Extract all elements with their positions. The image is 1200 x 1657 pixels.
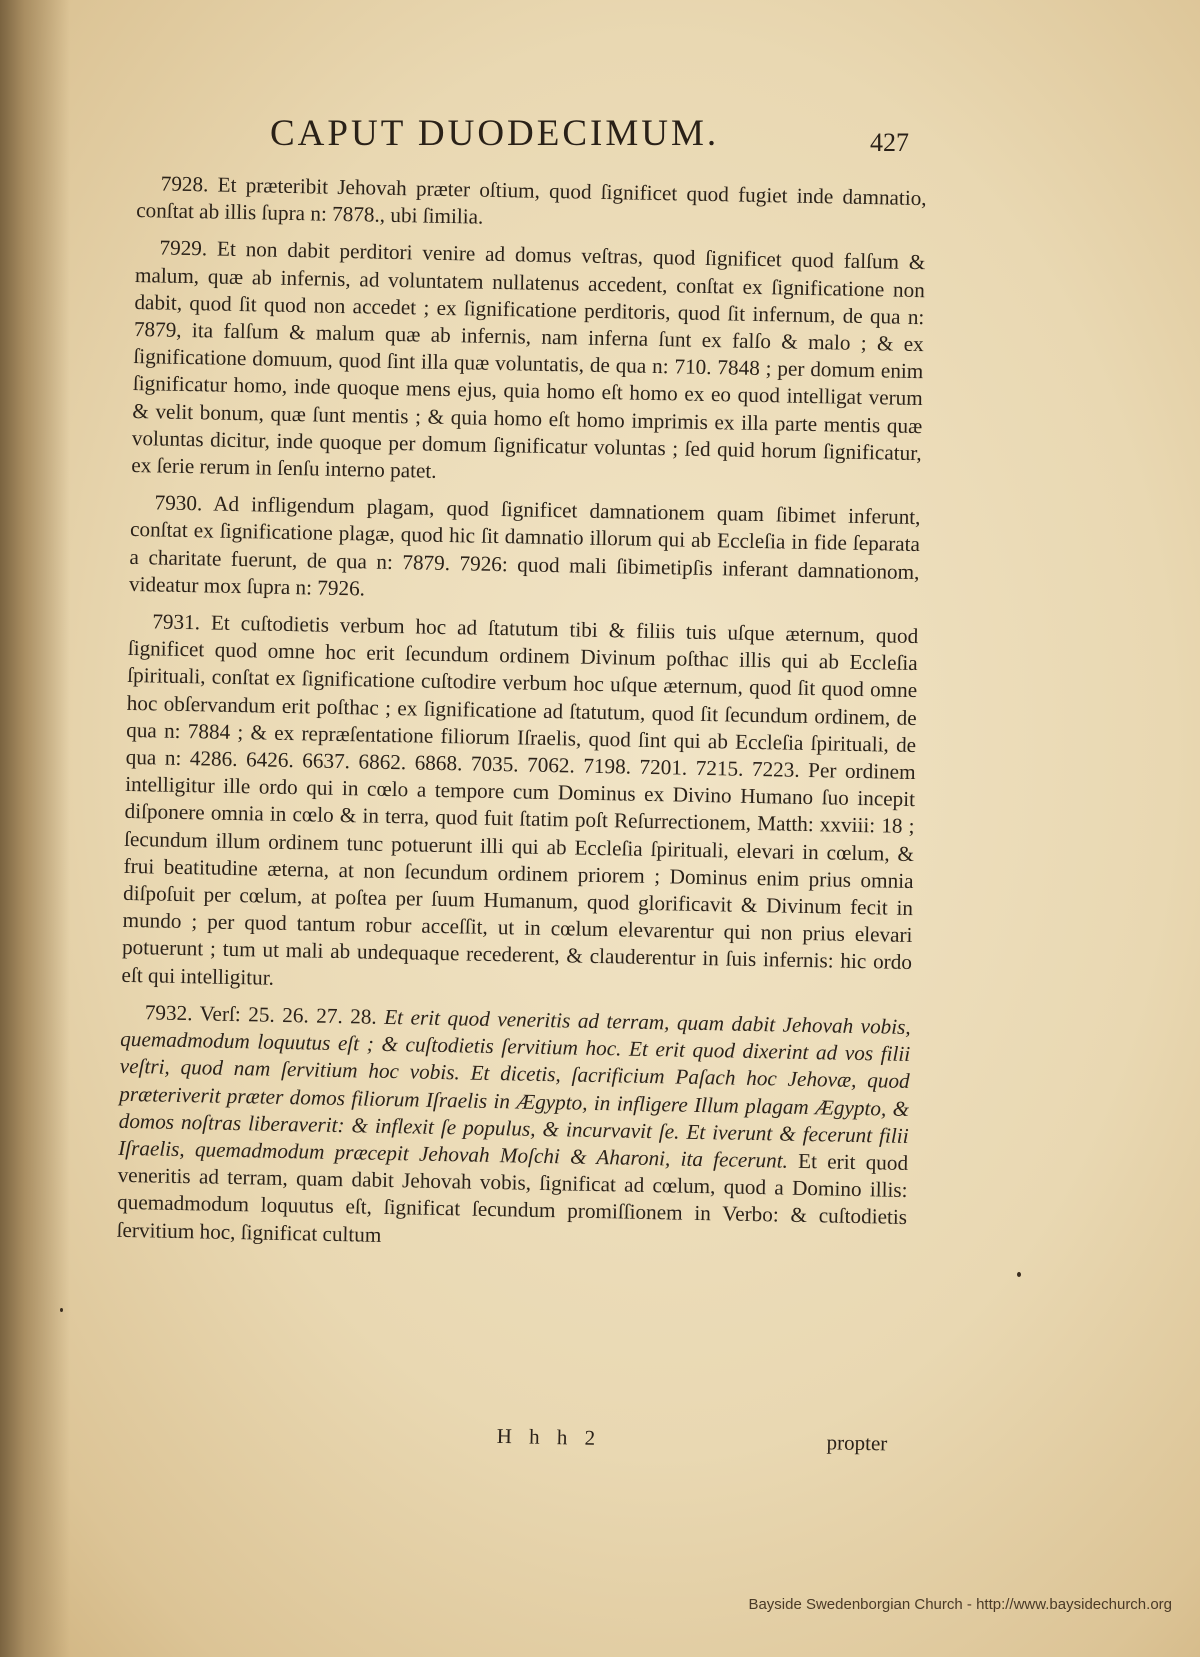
scripture-quote: Et erit quod veneritis ad terram, quam dabit Jehovah vobis, quemadmodum loquutus eſt ; & cuſtodietis ſervitium hoc. Et erit quod dixerint ad vos filii veſtri, quod nam ſervitium hoc vobis. Et dicetis, ſacrificium Paſach hoc Jehovæ, quod prӕteriverit præter domos filiorum Iſraelis in Ægypto, in infligere Illum plagam Ægypto, & domos noſtras liberaverit: & inflexit ſe populus, & incurvavit ſe. Et iverunt & fecerunt filii Iſraelis, quemadmodum præcepit Jehovah Moſchi & Aharoni, ita fecerunt.: [117, 1004, 911, 1173]
page-header: [270, 112, 990, 162]
catchword: propter: [826, 1430, 888, 1456]
paragraph-7931: [121, 608, 918, 1004]
paragraph-text: Et non dabit perditori venire ad domus veſtras, quod ſignificet quod falſum & malum, quæ ab infernis, ad voluntatem nullatenus accedent, conſtat ex ſignificatione non dabit, quod ſit quod non accedet ; ex ſignificatione perditoris, quod ſit infernum, de qua n: 7879, ita falſum & malum quæ ab infernis, nam inferna ſunt ex falſo & malo ; & ex ſignificatione domuum, quod ſint illa quæ voluntatis, de qua n: 710. 7848 ; per domum enim ſignificatur homo, inde quoque mens ejus, quia homo eſt homo ex eo quod intelligat verum & velit bonum, quæ ſunt mentis ; & quia homo eſt homo imprimis ex illa parte mentis quæ voluntas dicitur, inde quoque per domum ſignificatur voluntas ; ſed quid horum ſignificatur, ex ſerie rerum in ſenſu interno patet.: [131, 236, 926, 483]
paragraph-7930: [129, 489, 921, 613]
running-title: CAPUT DUODECIMUM.: [270, 113, 720, 154]
paragraph-number: 7931.: [152, 609, 201, 635]
paragraph-7929: [131, 234, 926, 494]
paragraph-number: 7929.: [159, 235, 208, 261]
page-footer: [136, 1417, 927, 1466]
paragraph-7932: [116, 999, 911, 1259]
ink-speck: [1017, 1272, 1021, 1277]
signature-mark: H h h 2: [496, 1423, 602, 1450]
binding-shadow: [0, 0, 70, 1657]
watermark-credit: Bayside Swedenborgian Church - http://www.baysidechurch.org: [748, 1596, 1172, 1613]
paragraph-number: 7928.: [160, 171, 209, 197]
paragraph-7928: [136, 170, 927, 240]
paragraph-text: Et cuſtodietis verbum hoc ad ſtatutum tibi & filiis tuis uſque æternum, quod ſignificet quod omne hoc erit ſecundum ordinem Divinum poſthac illis qui ab Eccleſia ſpirituali, conſtat ex ſignificatione cuſtodire verbum hoc uſque æternum, quod ſit quod omne hoc obſervandum erit poſthac ; ex ſignificatione ad ſtatutum, quod ſit ſecundum ordinem, de qua n: 7884 ; & ex repræſentatione filiorum Iſraelis, quod ſint qui ab Eccleſia ſpirituali, de qua n: 4286. 6426. 6637. 6862. 6868. 7035. 7062. 7198. 7201. 7215. 7223. Per ordinem intelligitur ille ordo qui in cœlo a tempore cum Dominus ex Divino Humano ſuo incepit diſponere omnia in cœlo & in terra, quod fuit ſtatim poſt Reſurrectionem, Matth: xxviii: 18 ; ſecundum illum ordinem tunc potuerunt illi qui ab Eccleſia ſpirituali, elevari in cœlum, & frui beatitudine æterna, at non ſecundum ordinem priorem ; Dominus enim prius omnia diſpoſuit per cœlum, at poſtea per ſuum Humanum, quod glorificavit & Divinum fecit in mundo ; per quod tantum robur acceſſit, ut in cœlum elevarentur qui non prius elevari potuerunt ; tum ut mali ab undequaque recederent, & clauderentur in ſuis infernis: hic ordo eſt qui intelligitur.: [121, 610, 919, 990]
ink-speck: [60, 1308, 63, 1312]
paragraph-text: Ad infligendum plagam, quod ſignificet damnationem quam ſibimet inferunt, conſtat ex ſignificatione plagæ, quod hic ſit damnatio illorum qui ab Eccleſia in fide ſeparata a charitate fuerunt, de qua n: 7879. 7926: quod mali ſibimetipſis inferant damnationom, videatur mox ſupra n: 7926.: [128, 491, 921, 601]
paragraph-number: 7930.: [154, 490, 203, 516]
paragraph-number: 7932.: [144, 1000, 193, 1026]
body-text: [116, 170, 927, 1269]
page-number: 427: [870, 128, 909, 157]
verse-reference: Verſ: 25. 26. 27. 28.: [199, 1001, 377, 1029]
paragraph-text: Et præteribit Jehovah præter oſtium, quod ſignificet quod fugiet inde damnatio, conſtat ab illis ſupra n: 7878., ubi ſimilia.: [135, 172, 927, 229]
paragraph-text: Et erit quod veneritis ad terram, quam dabit Jehovah vobis, ſignificat ad cœlum, quod a Domino illis: quemadmodum loquutus eſt, ſignificat ſecundum promiſſionem in Verbo: & cuſtodietis ſervitium hoc, ſignificat cultum: [116, 1148, 909, 1247]
